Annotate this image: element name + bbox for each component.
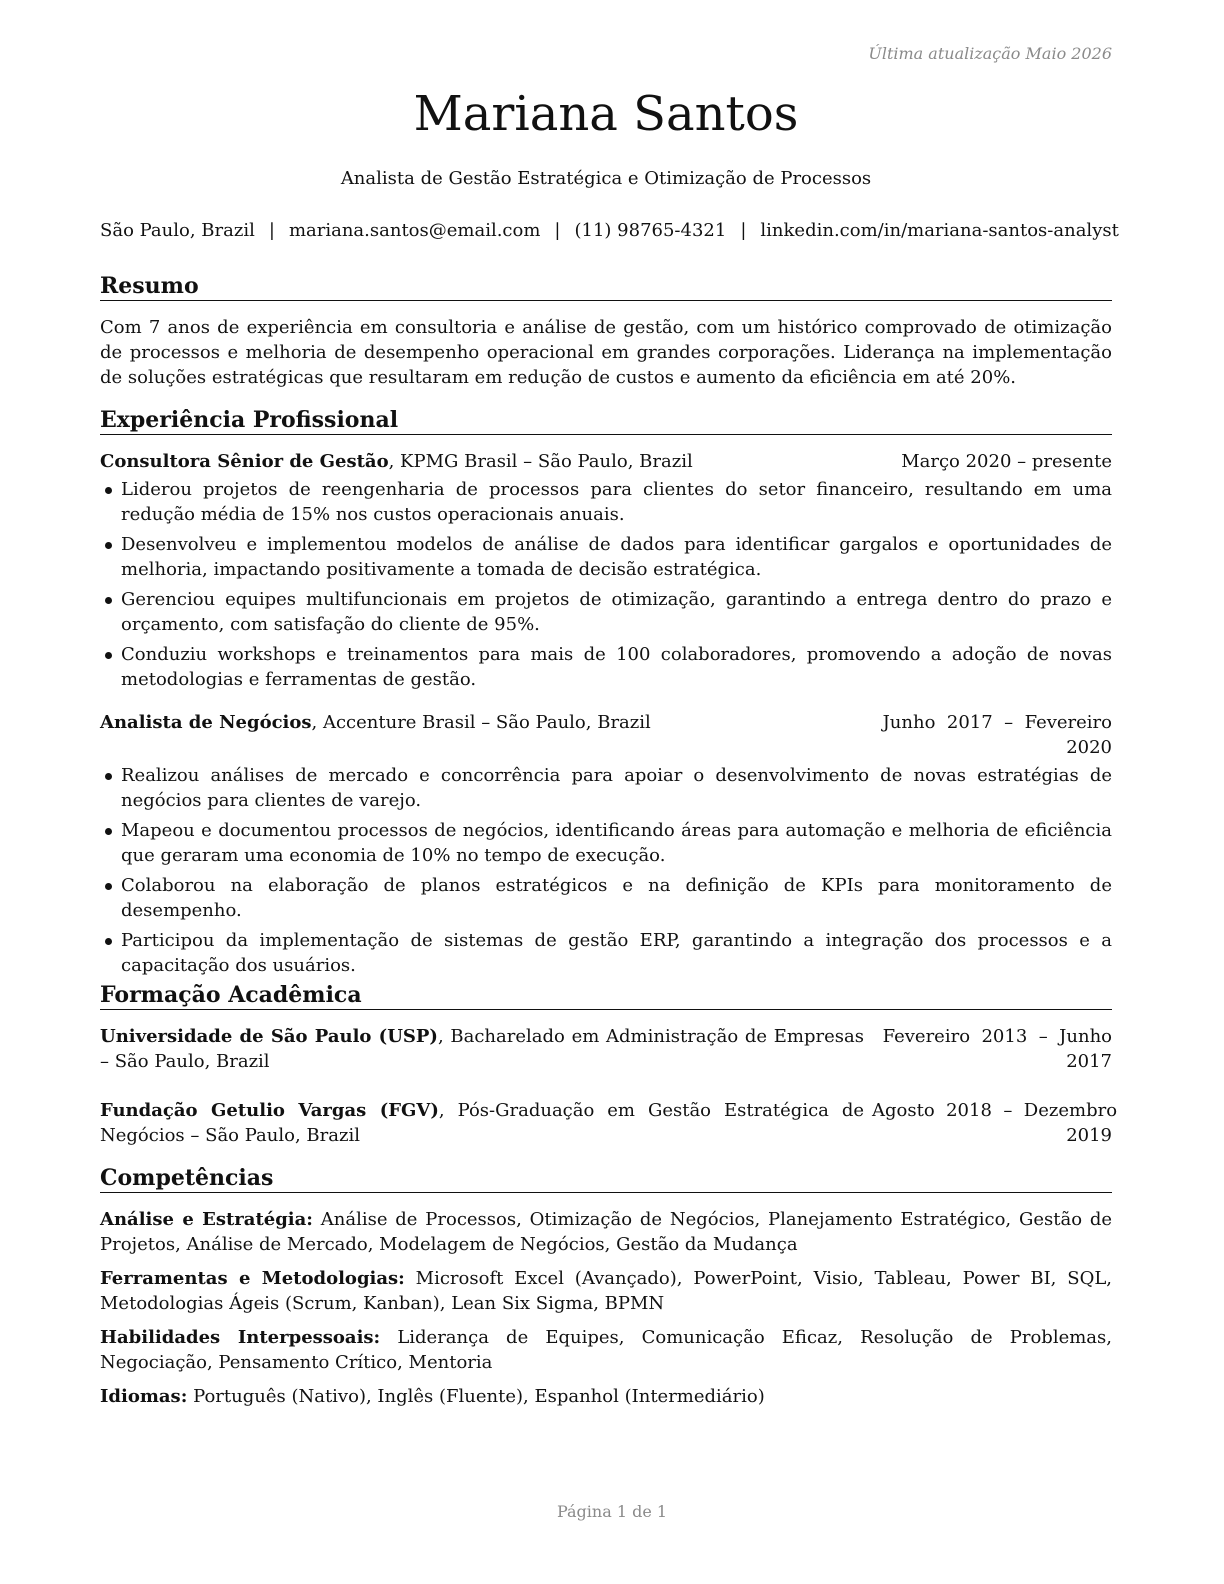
job-entry	[100, 449, 1112, 692]
skill-label: Idiomas:	[100, 1386, 188, 1407]
experience-section	[100, 406, 1112, 983]
candidate-name: Mariana Santos	[413, 86, 799, 142]
education-detail: , Bacharelado em Administração de Empresas – São Paulo, Brazil	[100, 1026, 864, 1072]
candidate-headline: Analista de Gestão Estratégica e Otimização de Processos	[340, 168, 872, 189]
education-dates-line2: 2017	[1066, 1051, 1112, 1072]
contact-phone: (11) 98765-4321	[574, 220, 727, 241]
list-item: Liderou projetos de reengenharia de processos para clientes do setor financeiro, resultando em uma redução média de 15% nos custos operacionais anuais.	[100, 477, 1112, 527]
job-dates	[872, 710, 1112, 760]
contact-separator: |	[554, 220, 561, 241]
education-dates	[872, 1098, 1118, 1148]
education-entry	[100, 1024, 1112, 1074]
job-org: , KPMG Brasil – São Paulo, Brazil	[388, 451, 693, 472]
education-detail: , Pós-Graduação em Gestão Estratégica de Negócios – São Paulo, Brazil	[100, 1100, 865, 1146]
education-dates	[872, 1024, 1112, 1074]
job-org: , Accenture Brasil – São Paulo, Brazil	[311, 712, 651, 733]
job-header	[100, 710, 1112, 760]
education-entry	[100, 1098, 1118, 1148]
job-title-line	[100, 449, 901, 474]
job-role: Analista de Negócios	[100, 712, 312, 733]
job-dates-line2: 2020	[1066, 737, 1112, 758]
list-item: Desenvolveu e implementou modelos de análise de dados para identificar gargalos e oportunidades de melhoria, impactando positivamente a tomada de decisão estratégica.	[100, 532, 1112, 582]
skill-group	[100, 1384, 1112, 1409]
education-school-line	[100, 1024, 872, 1074]
skill-text: Liderança de Equipes, Comunicação Eficaz, Resolução de Problemas, Negociação, Pensamento Crítico, Mentoria	[100, 1327, 1112, 1373]
skill-text: Análise de Processos, Otimização de Negócios, Planejamento Estratégico, Gestão de Projetos, Análise de Mercado, Modelagem de Negócios, Gestão da Mudança	[100, 1209, 1113, 1255]
section-title-summary: Resumo	[100, 272, 1112, 301]
skill-label: Análise e Estratégia:	[100, 1209, 313, 1230]
contact-linkedin[interactable]: linkedin.com/in/mariana-santos-analyst	[760, 220, 1119, 241]
section-title-education: Formação Acadêmica	[100, 981, 1112, 1010]
page-number: Página 1 de 1	[556, 1502, 668, 1521]
skills-section	[100, 1164, 1112, 1418]
contact-email[interactable]: mariana.santos@email.com	[288, 220, 541, 241]
section-title-skills: Competências	[100, 1164, 1112, 1193]
education-dates-line2: 2019	[1066, 1125, 1112, 1146]
skill-text: Português (Nativo), Inglês (Fluente), Espanhol (Intermediário)	[187, 1386, 765, 1407]
job-title-line	[100, 710, 872, 735]
list-item: Conduziu workshops e treinamentos para mais de 100 colaboradores, promovendo a adoção de novas metodologias e ferramentas de gestão.	[100, 642, 1112, 692]
education-school-line	[100, 1098, 872, 1148]
job-entry	[100, 710, 1112, 978]
skill-group	[100, 1325, 1112, 1375]
last-updated: Última atualização Maio 2026	[868, 44, 1112, 63]
skill-label: Ferramentas e Metodologias:	[100, 1268, 405, 1289]
list-item: Mapeou e documentou processos de negócios, identificando áreas para automação e melhoria de eficiência que geraram uma economia de 10% no tempo de execução.	[100, 818, 1112, 868]
job-role: Consultora Sênior de Gestão	[100, 451, 389, 472]
summary-text: Com 7 anos de experiência em consultoria e análise de gestão, com um histórico comprovado de otimização de processos e melhoria de desempenho operacional em grandes corporações. Liderança na implementação de soluções estratégicas que resultaram em redução de custos e aumento da eficiência em até 20%.	[100, 317, 1112, 388]
section-title-experience: Experiência Profissional	[100, 406, 1112, 435]
education-school: Universidade de São Paulo (USP)	[100, 1026, 438, 1047]
job-header	[100, 449, 1112, 474]
contact-line	[100, 219, 1119, 243]
skill-text: Microsoft Excel (Avançado), PowerPoint, Visio, Tableau, Power BI, SQL, Metodologias Ágeis (Scrum, Kanban), Lean Six Sigma, BPMN	[100, 1268, 1113, 1314]
job-dates-line1: Junho 2017 – Fevereiro	[882, 712, 1112, 733]
list-item: Gerenciou equipes multifuncionais em projetos de otimização, garantindo a entrega dentro do prazo e orçamento, com satisfação do cliente de 95%.	[100, 587, 1112, 637]
job-dates: Março 2020 – presente	[901, 451, 1112, 472]
education-dates-line1: Fevereiro 2013 – Junho	[882, 1026, 1112, 1047]
contact-separator: |	[740, 220, 747, 241]
skill-group	[100, 1266, 1112, 1316]
contact-separator: |	[268, 220, 275, 241]
job-bullets	[100, 763, 1112, 978]
skill-label: Habilidades Interpessoais:	[100, 1327, 381, 1348]
list-item: Colaborou na elaboração de planos estratégicos e na definição de KPIs para monitoramento de desempenho.	[100, 873, 1112, 923]
education-school: Fundação Getulio Vargas (FGV)	[100, 1100, 439, 1121]
list-item: Participou da implementação de sistemas de gestão ERP, garantindo a integração dos processos e a capacitação dos usuários.	[100, 928, 1112, 978]
education-dates-line1: Agosto 2018 – Dezembro	[872, 1100, 1118, 1121]
summary-section	[100, 272, 1112, 390]
contact-location: São Paulo, Brazil	[100, 220, 255, 241]
job-bullets	[100, 477, 1112, 692]
list-item: Realizou análises de mercado e concorrência para apoiar o desenvolvimento de novas estratégias de negócios para clientes de varejo.	[100, 763, 1112, 813]
education-section	[100, 981, 1118, 1148]
skill-group	[100, 1207, 1112, 1257]
